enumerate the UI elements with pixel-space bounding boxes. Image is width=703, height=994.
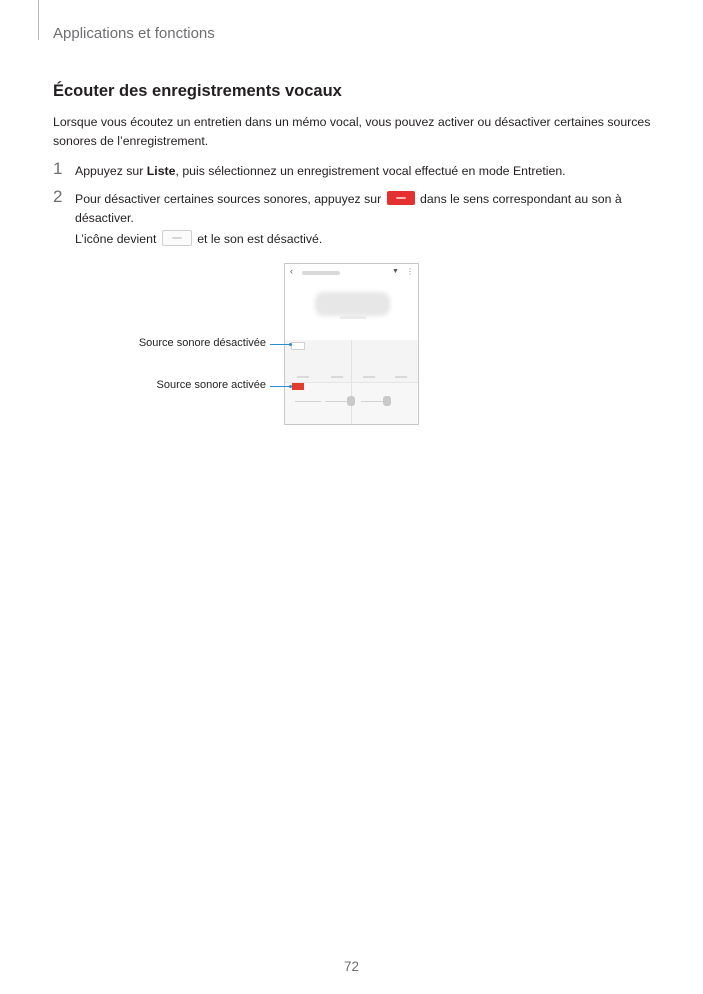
- callout-dot: [289, 343, 292, 346]
- step-number: 2: [53, 187, 63, 206]
- phone-screenshot: [284, 263, 419, 425]
- panel-divider: [285, 382, 418, 383]
- callout-line: [270, 344, 290, 345]
- source-on-toggle[interactable]: [292, 383, 304, 390]
- header-rule: [38, 0, 39, 40]
- sound-source-off-icon: [162, 230, 192, 246]
- playback-time-display: [315, 292, 390, 316]
- step-text: [75, 190, 665, 228]
- waveform-peak: [383, 396, 391, 406]
- list-menu-label: Liste: [146, 164, 176, 178]
- result-note: [75, 230, 322, 249]
- note-text-after: et le son est désactivé.: [193, 232, 323, 246]
- source-off-toggle[interactable]: [291, 342, 305, 350]
- phone-app-bar: [285, 264, 418, 280]
- back-arrow-icon: ‹: [290, 266, 293, 276]
- timeline-tick: [331, 376, 343, 378]
- sound-source-on-icon: [387, 191, 415, 205]
- callout-line: [270, 386, 290, 387]
- callout-label-enabled: Source sonore activée: [156, 379, 266, 391]
- intro-paragraph: Lorsque vous écoutez un entretien dans un mémo vocal, vous pouvez activer ou désactiver certaines sources sonores de l’enregistrement.: [53, 115, 651, 148]
- step-text: [75, 162, 665, 181]
- speaker-icon: ▼: [392, 268, 399, 275]
- waveform-peak: [347, 396, 355, 406]
- recording-title-placeholder: [302, 271, 340, 275]
- more-options-icon: ⋮: [406, 267, 414, 276]
- step-text-before: Pour désactiver certaines sources sonores, appuyez sur: [75, 192, 385, 206]
- step-text-after: , puis sélectionnez un enregistrement vocal effectué en mode Entretien.: [175, 164, 566, 178]
- page-number: 72: [343, 959, 360, 974]
- callout-dot: [289, 385, 292, 388]
- step-text-before: Appuyez sur: [75, 164, 147, 178]
- playback-subtext: [340, 316, 366, 319]
- running-header: Applications et fonctions: [53, 25, 215, 42]
- step-text-after: dans le sens correspondant au son à désactiver.: [75, 192, 622, 225]
- callout-label-disabled: Source sonore désactivée: [138, 337, 266, 349]
- timeline-tick: [363, 376, 375, 378]
- waveform: [295, 401, 321, 402]
- timeline-tick: [395, 376, 407, 378]
- step-number: 1: [53, 159, 63, 178]
- section-title: Écouter des enregistrements vocaux: [53, 82, 342, 100]
- note-text-before: L’icône devient: [75, 232, 160, 246]
- timeline-tick: [297, 376, 309, 378]
